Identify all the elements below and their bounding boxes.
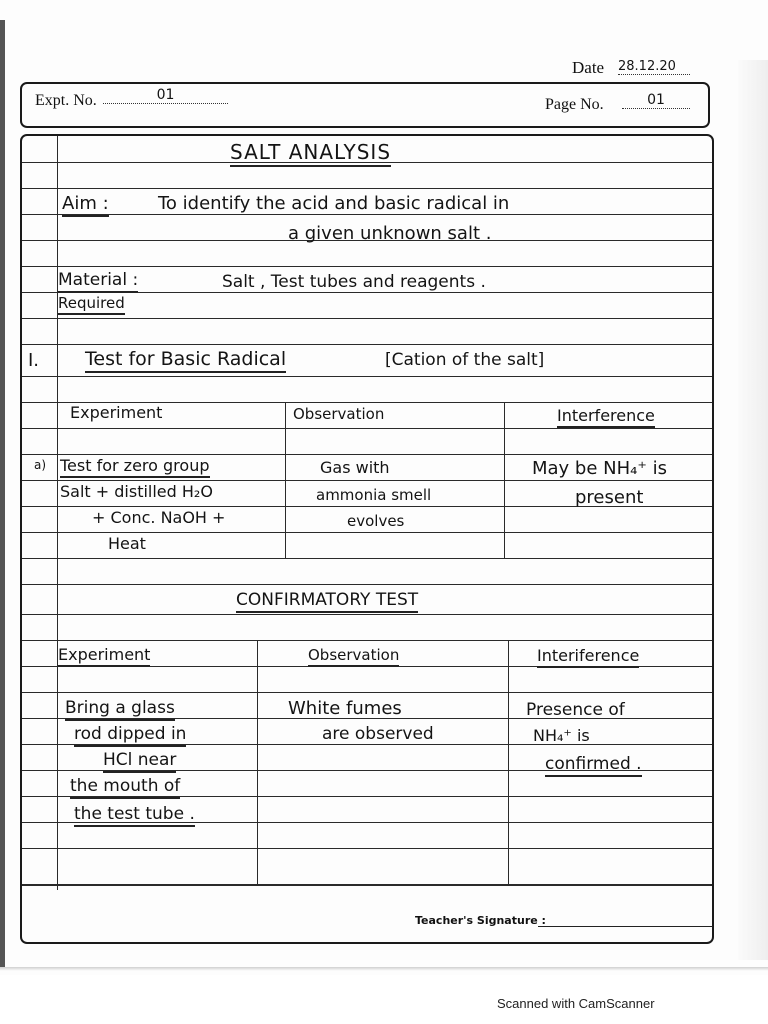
section-heading-bracket: [Cation of the salt] [385, 350, 545, 370]
table2-observation-line-2: are observed [322, 724, 434, 744]
table2-experiment-line-2: rod dipped in [74, 724, 186, 747]
table2-experiment-line-1: Bring a glass [65, 698, 175, 721]
table1-experiment-line-3: + Conc. NaOH + [92, 508, 226, 527]
expt-no-label: Expt. No. [35, 92, 97, 109]
expt-no-value: 01 [103, 87, 228, 104]
material-label: Material : [58, 270, 138, 293]
table1-divider-1 [285, 402, 286, 558]
section-heading: Test for Basic Radical [85, 348, 286, 373]
table1-inference-line-2: present [575, 487, 644, 508]
table2-header-observation: Observation [308, 646, 399, 667]
section-number: I. [28, 350, 40, 371]
table1-observation-line-1: Gas with [320, 458, 390, 477]
teacher-signature-label: Teacher's Signature : [415, 914, 546, 927]
table2-header-experiment: Experiment [58, 645, 150, 667]
table1-inference-line-1: May be NH₄⁺ is [532, 458, 667, 479]
material-label-2: Required [58, 294, 125, 315]
table1-header-experiment: Experiment [70, 403, 163, 422]
table2-experiment-line-3: HCl near [103, 750, 176, 773]
page-shadow-left [0, 20, 5, 970]
table1-observation-line-3: evolves [347, 512, 405, 530]
table1-experiment-line-4: Heat [108, 534, 146, 553]
table1-header-observation: Observation [293, 405, 385, 423]
page-no-label: Page No. [545, 96, 604, 113]
page-title: SALT ANALYSIS [230, 140, 391, 167]
aim-label: Aim : [62, 193, 109, 217]
table1-experiment-line-2: Salt + distilled H₂O [60, 482, 213, 501]
aim-line-2: a given unknown salt . [288, 223, 492, 244]
page-shadow-bottom [0, 967, 768, 971]
table1-row-marker: a) [34, 458, 47, 472]
page-shadow-right [738, 60, 768, 960]
date-value: 28.12.20 [618, 59, 690, 75]
table2-divider-2 [508, 640, 509, 884]
table2-experiment-line-5: the test tube . [74, 804, 195, 827]
scanner-footer: Scanned with CamScanner [497, 996, 655, 1011]
teacher-signature-line [538, 926, 713, 927]
confirmatory-title: CONFIRMATORY TEST [236, 590, 418, 613]
table2-observation-line-1: White fumes [288, 698, 402, 719]
aim-line-1: To identify the acid and basic radical in [158, 193, 510, 214]
table2-inference-line-1: Presence of [526, 700, 625, 720]
table2-header-inference: Interiference [537, 646, 639, 668]
material-text: Salt , Test tubes and reagents . [222, 272, 486, 292]
table1-header-inference: Interference [557, 406, 655, 428]
date-label: Date [572, 58, 605, 77]
table2-inference-line-2: NH₄⁺ is [533, 726, 590, 745]
table1-experiment-line-1: Test for zero group [60, 456, 210, 478]
table1-divider-2 [504, 402, 505, 558]
table2-divider-1 [257, 640, 258, 884]
table1-observation-line-2: ammonia smell [316, 486, 432, 504]
table2-experiment-line-4: the mouth of [70, 776, 180, 799]
table2-inference-line-3: confirmed . [545, 754, 642, 777]
margin-line [57, 136, 58, 890]
page-no-value: 01 [622, 92, 690, 109]
